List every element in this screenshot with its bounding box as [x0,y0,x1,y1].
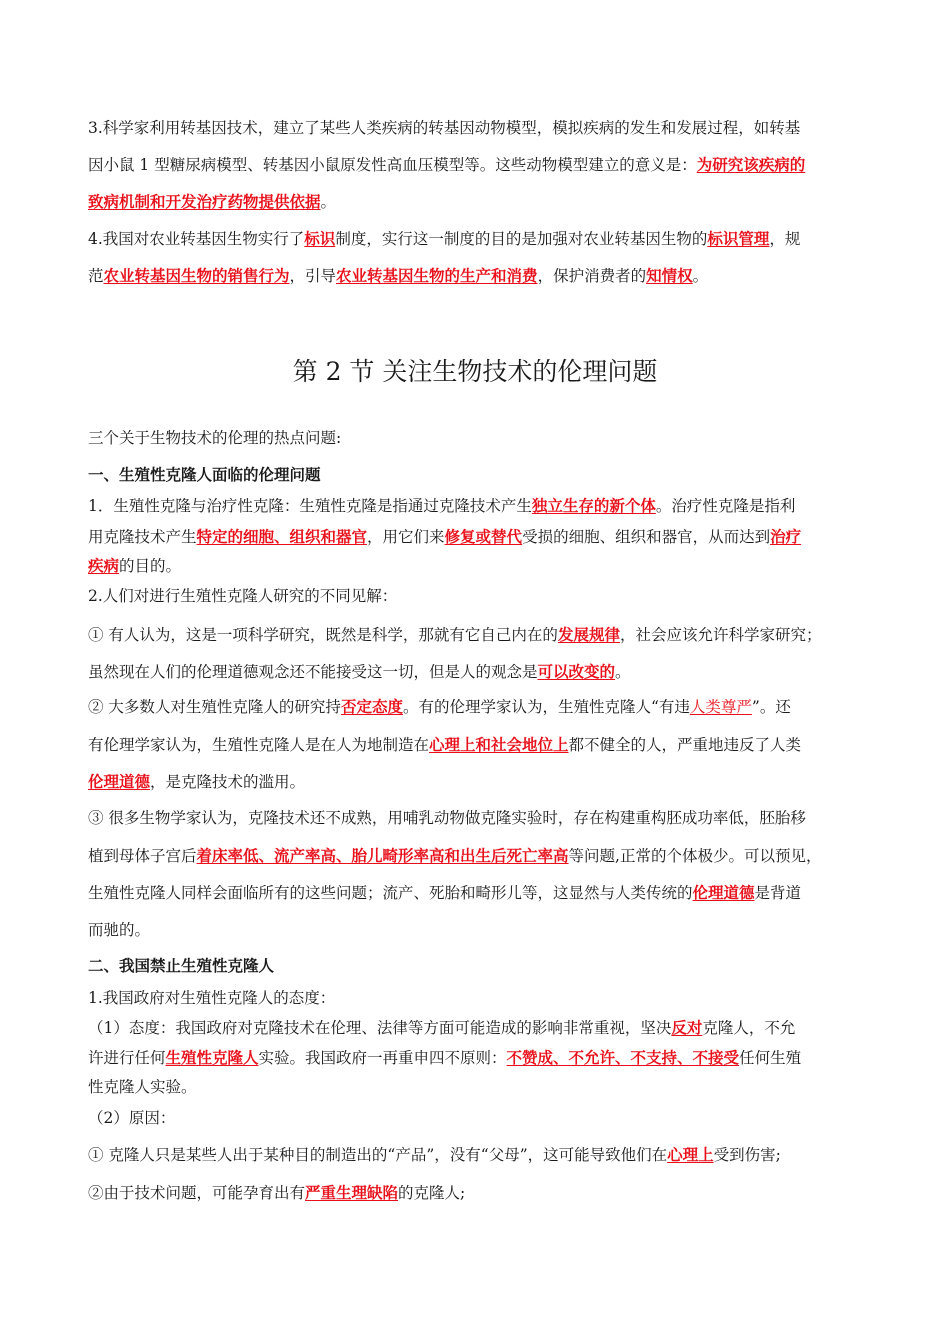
answer-blank: 知情权 [646,266,693,285]
section-title: 第 2 节 关注生物技术的伦理问题 [292,357,658,386]
paragraph-4-line-2: 范农业转基因生物的销售行为，引导农业转基因生物的生产和消费，保护消费者的知情权。 [88,266,709,285]
clone-definition-line-3: 疾病的目的。 [88,556,182,575]
answer-blank: 严重生理缺陷 [305,1183,399,1202]
heading-1: 一、生殖性克隆人面临的伦理问题 [88,465,321,484]
answer-blank: 伦理道德 [88,772,151,791]
attitude-line-3: 性克隆人实验。 [88,1078,197,1096]
answer-blank: 生殖性克隆人 [165,1048,259,1067]
answer-blank: 反对 [671,1018,703,1037]
answer-blank: 标识管理 [707,229,770,248]
answer-blank: 可以改变的 [537,662,616,681]
answer-blank: 不赞成、不允许、不支持、不接受 [506,1048,740,1067]
paragraph-3-line-2: 因小鼠 1 型糖尿病模型、转基因小鼠原发性高血压模型等。这些动物模型建立的意义是：为研究该疾病的 [88,155,806,174]
answer-blank: 标识 [304,229,336,248]
answer-blank: 否定态度 [340,697,403,716]
view-1-line-2: 虽然现在人们的伦理道德观念还不能接受这一切，但是人的观念是可以改变的。 [88,662,631,681]
answer-blank: 心理上 [667,1145,714,1164]
answer-blank: 着床率低、流产率高、胎儿畸形率高和出生后死亡率高 [196,846,569,865]
answer-blank: 农业转基因生物的销售行为 [103,266,290,285]
reason-1: ① 克隆人只是某些人出于某种目的制造出的“产品”，没有“父母”，这可能导致他们在心理上受到伤害; [88,1145,781,1164]
answer-blank: 人类尊严 [689,698,752,716]
answer-blank: 发展规律 [557,625,620,644]
government-attitude-heading: 1.我国政府对生殖性克隆人的态度： [88,989,336,1007]
attitude-line-1: （1）态度：我国政府对克隆技术在伦理、法律等方面可能造成的影响非常重视，坚决反对克隆人，不允 [88,1018,796,1037]
view-3-line-2: 植到母体子宫后着床率低、流产率高、胎儿畸形率高和出生后死亡率高等问题,正常的个体极少。可以预见， [88,846,822,865]
answer-blank: 修复或替代 [444,527,523,546]
clone-definition-line-2: 用克隆技术产生特定的细胞、组织和器官，用它们来修复或替代受损的细胞、组织和器官，从而达到治疗 [88,527,802,546]
reason-2: ②由于技术问题，可能孕育出有严重生理缺陷的克隆人; [88,1183,466,1202]
view-3-line-1: ③ 很多生物学家认为，克隆技术还不成熟，用哺乳动物做克隆实验时，存在构建重构胚成功率低，胚胎移 [88,809,806,827]
view-3-line-4: 而驰的。 [88,921,151,939]
answer-blank: 疾病 [88,556,120,575]
view-2-line-3: 伦理道德，是克隆技术的滥用。 [88,772,306,791]
heading-2: 二、我国禁止生殖性克隆人 [88,956,275,975]
attitude-line-2: 许进行任何生殖性克隆人实验。我国政府一再重申四不原则：不赞成、不允许、不支持、不接受任何生殖 [88,1048,802,1067]
answer-blank: 伦理道德 [692,883,755,902]
answer-blank: 独立生存的新个体 [531,496,656,515]
reasons-heading: （2）原因： [88,1109,176,1127]
view-1-line-1: ① 有人认为，这是一项科学研究，既然是科学，那就有它自己内在的发展规律，社会应该允许科学家研究； [88,625,822,644]
answer-blank: 农业转基因生物的生产和消费 [336,266,538,285]
paragraph-4-line-1: 4.我国对农业转基因生物实行了标识制度，实行这一制度的目的是加强对农业转基因生物的标识管理，规 [88,229,801,248]
answer-blank: 心理上和社会地位上 [429,735,569,754]
clone-definition-line-1: 1．生殖性克隆与治疗性克隆：生殖性克隆是指通过克隆技术产生独立生存的新个体。治疗性克隆是指利 [88,496,796,515]
answer-blank: 特定的细胞、组织和器官 [196,527,368,546]
view-2-line-1: ② 大多数人对生殖性克隆人的研究持否定态度。有的伦理学家认为，生殖性克隆人“有违人类尊严”。还 [88,697,791,716]
views-heading: 2.人们对进行生殖性克隆人研究的不同见解： [88,587,398,605]
paragraph-3-line-3: 致病机制和开发治疗药物提供依据。 [88,192,337,211]
view-3-line-3: 生殖性克隆人同样会面临所有的这些问题；流产、死胎和畸形儿等，这显然与人类传统的伦理道德是背道 [88,883,802,902]
paragraph-3-line-1: 3.科学家利用转基因技术，建立了某些人类疾病的转基因动物模型，模拟疾病的发生和发展过程，如转基 [88,119,801,137]
intro-text: 三个关于生物技术的伦理的热点问题: [88,429,342,447]
view-2-line-2: 有伦理学家认为，生殖性克隆人是在人为地制造在心理上和社会地位上都不健全的人，严重地违反了人类 [88,735,802,754]
answer-blank: 为研究该疾病的 [696,155,806,174]
answer-blank: 致病机制和开发治疗药物提供依据 [88,192,321,211]
answer-blank: 治疗 [770,527,802,546]
